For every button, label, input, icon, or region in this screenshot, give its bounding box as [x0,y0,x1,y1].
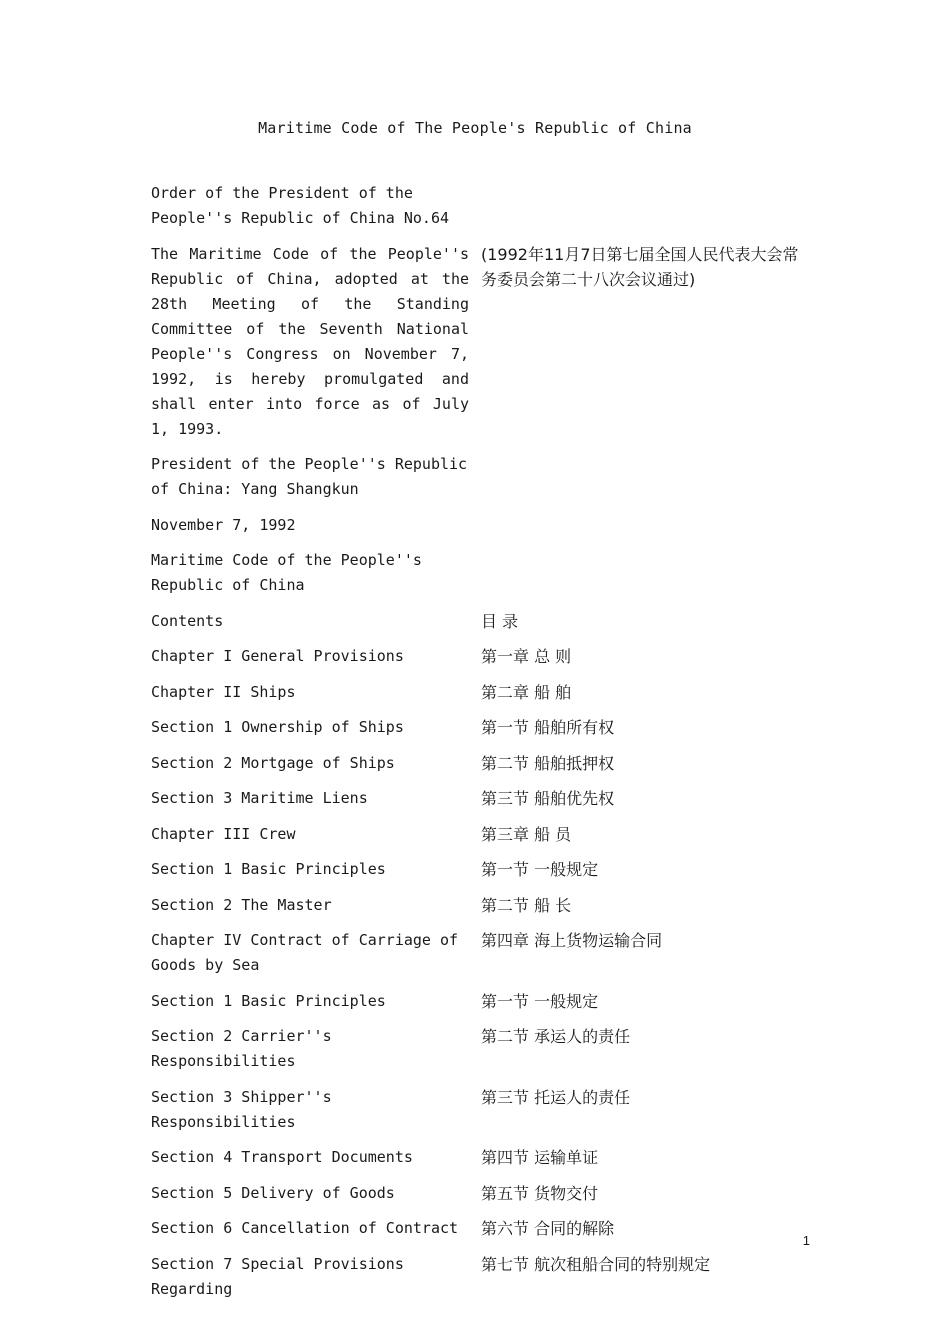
text-row [151,1024,811,1074]
english-text: Chapter IV Contract of Carriage of Goods by Sea [151,931,468,974]
chinese-text: 第二节 船 长 [481,895,572,915]
english-text: Section 1 Ownership of Ships [151,718,404,736]
english-text: Section 1 Basic Principles [151,991,386,1010]
english-text: The Maritime Code of the People''s Republic of China, adopted at the 28th Meeting of the Standing Committee of the Seventh National People''s Congress on November 7, 1992, is hereby promulgated and shall enter into force as of July 1, 1993. [151,244,479,438]
chinese-text: 第一节 船舶所有权 [481,718,615,737]
english-text: November 7, 1992 [151,515,296,534]
text-row [151,893,811,918]
text-row [151,242,811,442]
text-row [151,1216,811,1241]
page-number: 1 [802,1233,810,1248]
chinese-text: 第七节 航次租船合同的特别规定 [481,1254,711,1274]
chinese-text: 第五节 货物交付 [481,1183,599,1203]
chinese-text: 第二节 船舶抵押权 [481,753,615,773]
text-row [151,786,811,811]
text-row [151,751,811,776]
text-row [151,644,811,669]
english-text: Chapter I General Provisions [151,647,404,665]
text-row [151,857,811,882]
english-text: Order of the President of the People''s Republic of China No.64 [151,184,450,227]
text-row [151,609,811,634]
chinese-text: 目 录 [481,611,519,631]
chinese-text: 第三章 船 员 [481,824,572,844]
chinese-text: 第二章 船 舶 [481,682,572,702]
chinese-text: 第二节 承运人的责任 [481,1027,631,1046]
chinese-text: 第三节 托运人的责任 [481,1087,631,1107]
english-text: Section 3 Maritime Liens [151,789,368,807]
english-text: Section 2 Mortgage of Ships [151,753,395,772]
text-row [151,1085,811,1135]
english-text: Section 7 Special Provisions Regarding [151,1254,413,1298]
chinese-text: 第一章 总 则 [481,647,572,666]
text-row [151,715,811,740]
chinese-text: 第三节 船舶优先权 [481,789,615,808]
english-text: Chapter III Crew [151,824,296,843]
english-text: Section 4 Transport Documents [151,1148,413,1166]
english-text: Section 6 Cancellation of Contract [151,1219,459,1237]
text-row [151,513,811,538]
chinese-text: 第一节 一般规定 [481,860,599,879]
document-body [151,181,811,1312]
text-row [151,822,811,847]
chinese-text: 第四节 运输单证 [481,1148,599,1167]
text-row [151,989,811,1014]
text-row [151,452,811,502]
chinese-text: 第四章 海上货物运输合同 [481,931,663,950]
text-row [151,1181,811,1206]
chinese-text [481,548,811,598]
chinese-text: 第六节 合同的解除 [481,1219,615,1238]
chinese-text: 第一节 一般规定 [481,991,599,1011]
text-row [151,1145,811,1170]
text-row [151,548,811,598]
english-text: Section 3 Shipper''s Responsibilities [151,1087,341,1131]
chinese-text: (1992年11月7日第七届全国人民代表大会常务委员会第二十八次会议通过) [481,244,799,289]
english-text: Section 1 Basic Principles [151,860,386,878]
english-text: Section 5 Delivery of Goods [151,1183,395,1202]
text-row [151,181,811,231]
chinese-text [481,452,811,502]
english-text: Section 2 Carrier''s Responsibilities [151,1027,341,1070]
text-row [151,680,811,705]
text-row [151,928,811,978]
english-text: Contents [151,611,224,630]
chinese-text [481,181,811,231]
text-row [151,1252,811,1302]
document-title: Maritime Code of The People's Republic of China [258,119,692,137]
chinese-text [481,513,811,538]
english-text: Chapter II Ships [151,682,296,701]
english-text: President of the People''s Republic of China: Yang Shangkun [151,455,477,498]
english-text: Maritime Code of the People''s Republic of China [151,551,431,594]
english-text: Section 2 The Master [151,895,332,914]
